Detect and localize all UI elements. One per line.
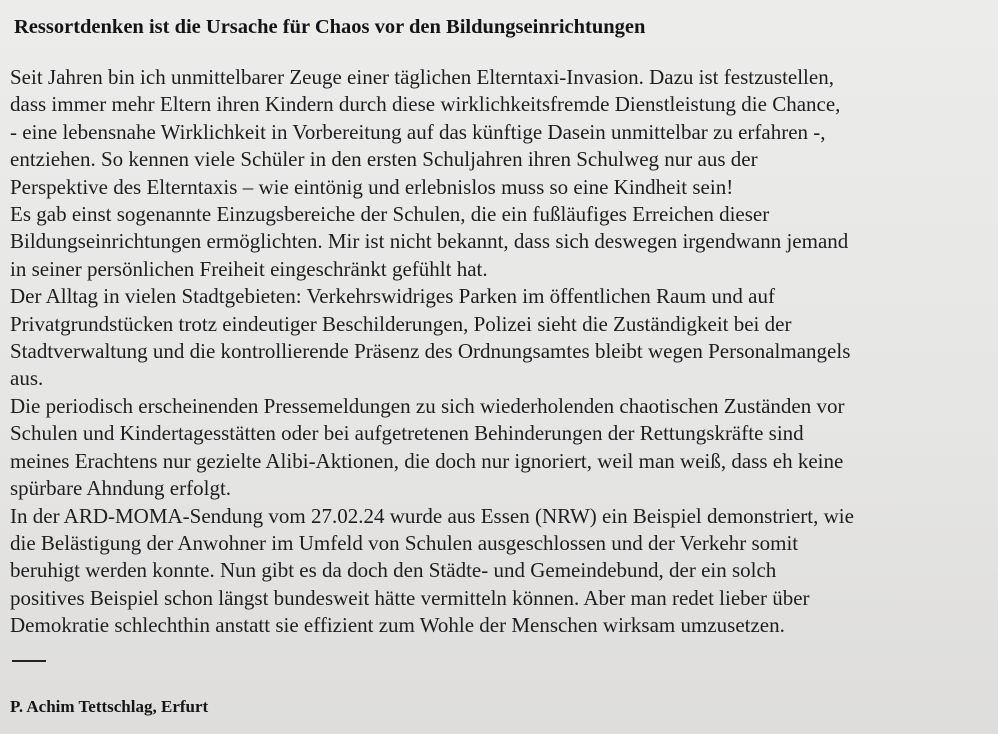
author-signature: P. Achim Tettschlag, Erfurt xyxy=(10,696,209,716)
headline: Ressortdenken ist die Ursache für Chaos vor den Bildungseinrichtungen xyxy=(14,16,646,38)
body-line: entziehen. So kennen viele Schüler in den ersten Schuljahren ihren Schulweg nur aus der xyxy=(10,147,758,172)
body-line: Privatgrundstücken trotz eindeutiger Beschilderungen, Polizei sieht die Zuständigkeit bei der xyxy=(10,311,792,336)
separator-line xyxy=(12,660,46,662)
letter-body xyxy=(10,64,982,640)
body-line: Perspektive des Elterntaxis – wie eintönig und erlebnislos muss so eine Kindheit sein! xyxy=(10,174,734,199)
body-line: beruhigt werden konnte. Nun gibt es da doch den Städte- und Gemeindebund, der ein solch xyxy=(10,558,777,583)
body-line: Es gab einst sogenannte Einzugsbereiche der Schulen, die ein fußläufiges Erreichen dieser xyxy=(10,202,770,227)
body-line: - eine lebensnahe Wirklichkeit in Vorbereitung auf das künftige Dasein unmittelbar zu erfahren -, xyxy=(10,119,826,144)
body-line: die Belästigung der Anwohner im Umfeld von Schulen ausgeschlossen und der Verkehr somit xyxy=(10,530,799,555)
body-line: In der ARD-MOMA-Sendung vom 27.02.24 wurde aus Essen (NRW) ein Beispiel demonstriert, wie xyxy=(10,503,854,528)
body-line: meines Erachtens nur gezielte Alibi-Aktionen, die doch nur ignoriert, weil man weiß, dass eh keine xyxy=(10,448,844,473)
body-line: Bildungseinrichtungen ermöglichten. Mir ist nicht bekannt, dass sich deswegen irgendwann jemand xyxy=(10,229,849,254)
body-line: Stadtverwaltung und die kontrollierende Präsenz des Ordnungsamtes bleibt wegen Personalmangels xyxy=(10,339,851,364)
body-line: dass immer mehr Eltern ihren Kindern durch diese wirklichkeitsfremde Dienstleistung die Chance, xyxy=(10,92,841,117)
body-line: aus. xyxy=(10,366,44,391)
body-line: Seit Jahren bin ich unmittelbarer Zeuge einer täglichen Elterntaxi-Invasion. Dazu ist festzustellen, xyxy=(10,65,834,89)
body-line: spürbare Ahndung erfolgt. xyxy=(10,476,232,501)
body-line: Schulen und Kindertagesstätten oder bei aufgetretenen Behinderungen der Rettungskräfte sind xyxy=(10,421,804,446)
body-line: in seiner persönlichen Freiheit eingeschränkt gefühlt hat. xyxy=(10,256,488,281)
body-line: Demokratie schlechthin anstatt sie effizient zum Wohle der Menschen wirksam umzusetzen. xyxy=(10,613,785,638)
body-line: Die periodisch erscheinenden Pressemeldungen zu sich wiederholenden chaotischen Zuständen vor xyxy=(10,393,845,418)
body-line: positives Beispiel schon längst bundesweit hätte vermitteln können. Aber man redet lieber über xyxy=(10,585,810,610)
body-line: Der Alltag in vielen Stadtgebieten: Verkehrswidriges Parken im öffentlichen Raum und auf xyxy=(10,284,775,309)
